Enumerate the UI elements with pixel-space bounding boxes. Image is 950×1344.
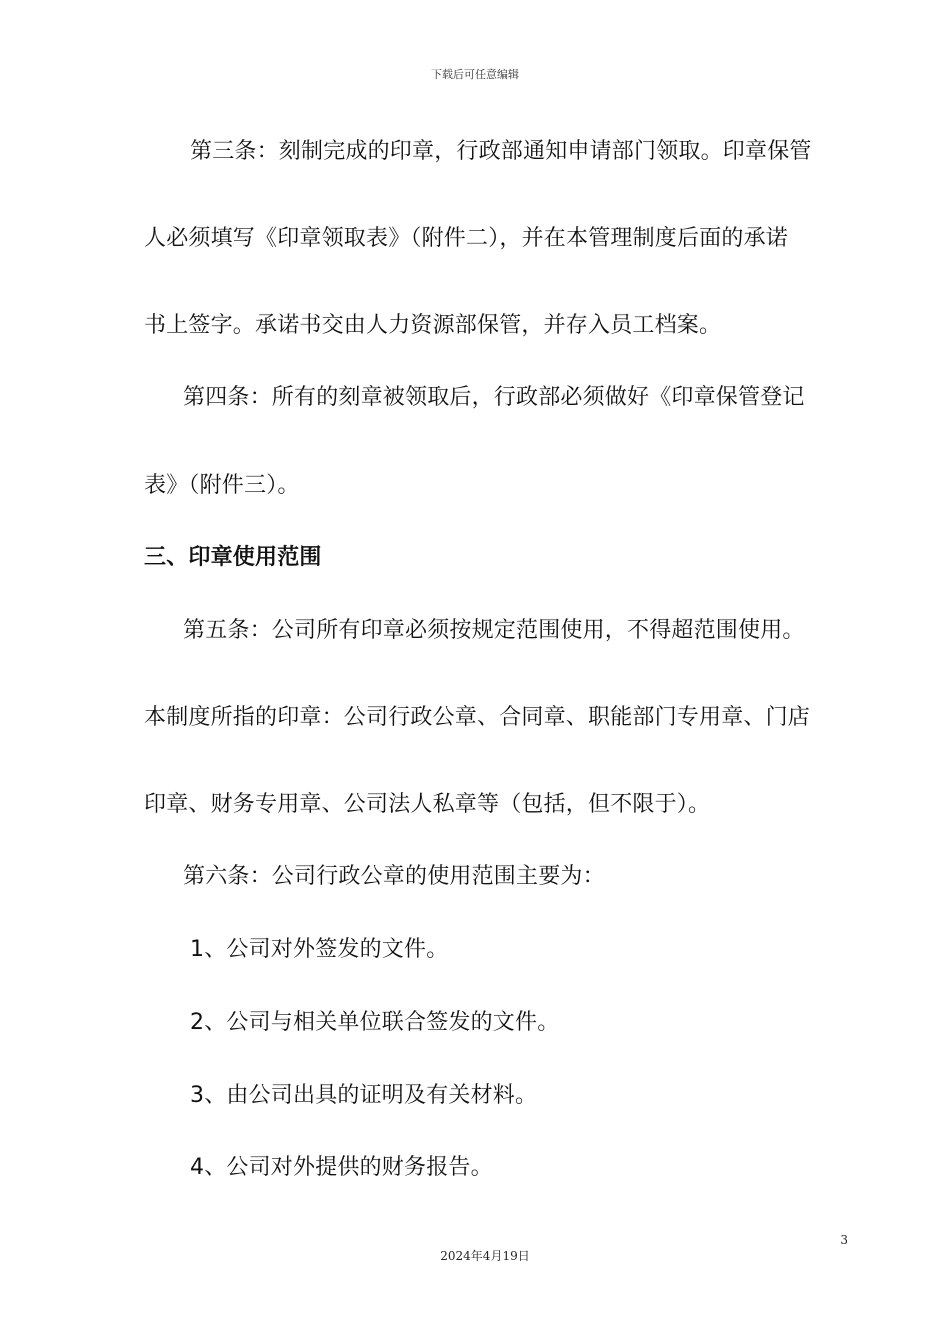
footer-date: 2024年4月19日 [440,1249,530,1263]
paragraph-line: 第六条：公司行政公章的使用范围主要为： [183,864,605,889]
list-item: 2、公司与相关单位联合签发的文件。 [190,1010,560,1035]
list-item: 1、公司对外签发的文件。 [190,937,449,962]
paragraph-line: 印章、财务专用章、公司法人私章等（包括，但不限于）。 [144,792,711,817]
page-number: 3 [840,1233,848,1247]
paragraph-line: 第五条：公司所有印章必须按规定范围使用，不得超范围使用。 [183,618,805,643]
header-note: 下载后可任意编辑 [431,68,519,81]
paragraph-line: 人必须填写《印章领取表》（附件二），并在本管理制度后面的承诺 [144,226,789,251]
paragraph-line: 本制度所指的印章：公司行政公章、合同章、职能部门专用章、门店 [144,705,811,730]
section-heading: 三、印章使用范围 [144,545,322,570]
paragraph-line: 第三条：刻制完成的印章，行政部通知申请部门领取。印章保管 [190,139,812,164]
list-item: 4、公司对外提供的财务报告。 [190,1155,493,1180]
paragraph-line: 书上签字。承诺书交由人力资源部保管，并存入员工档案。 [144,313,722,338]
list-item: 3、由公司出具的证明及有关材料。 [190,1083,538,1108]
paragraph-line: 第四条：所有的刻章被领取后，行政部必须做好《印章保管登记 [183,385,805,410]
paragraph-line: 表》（附件三）。 [144,473,300,498]
